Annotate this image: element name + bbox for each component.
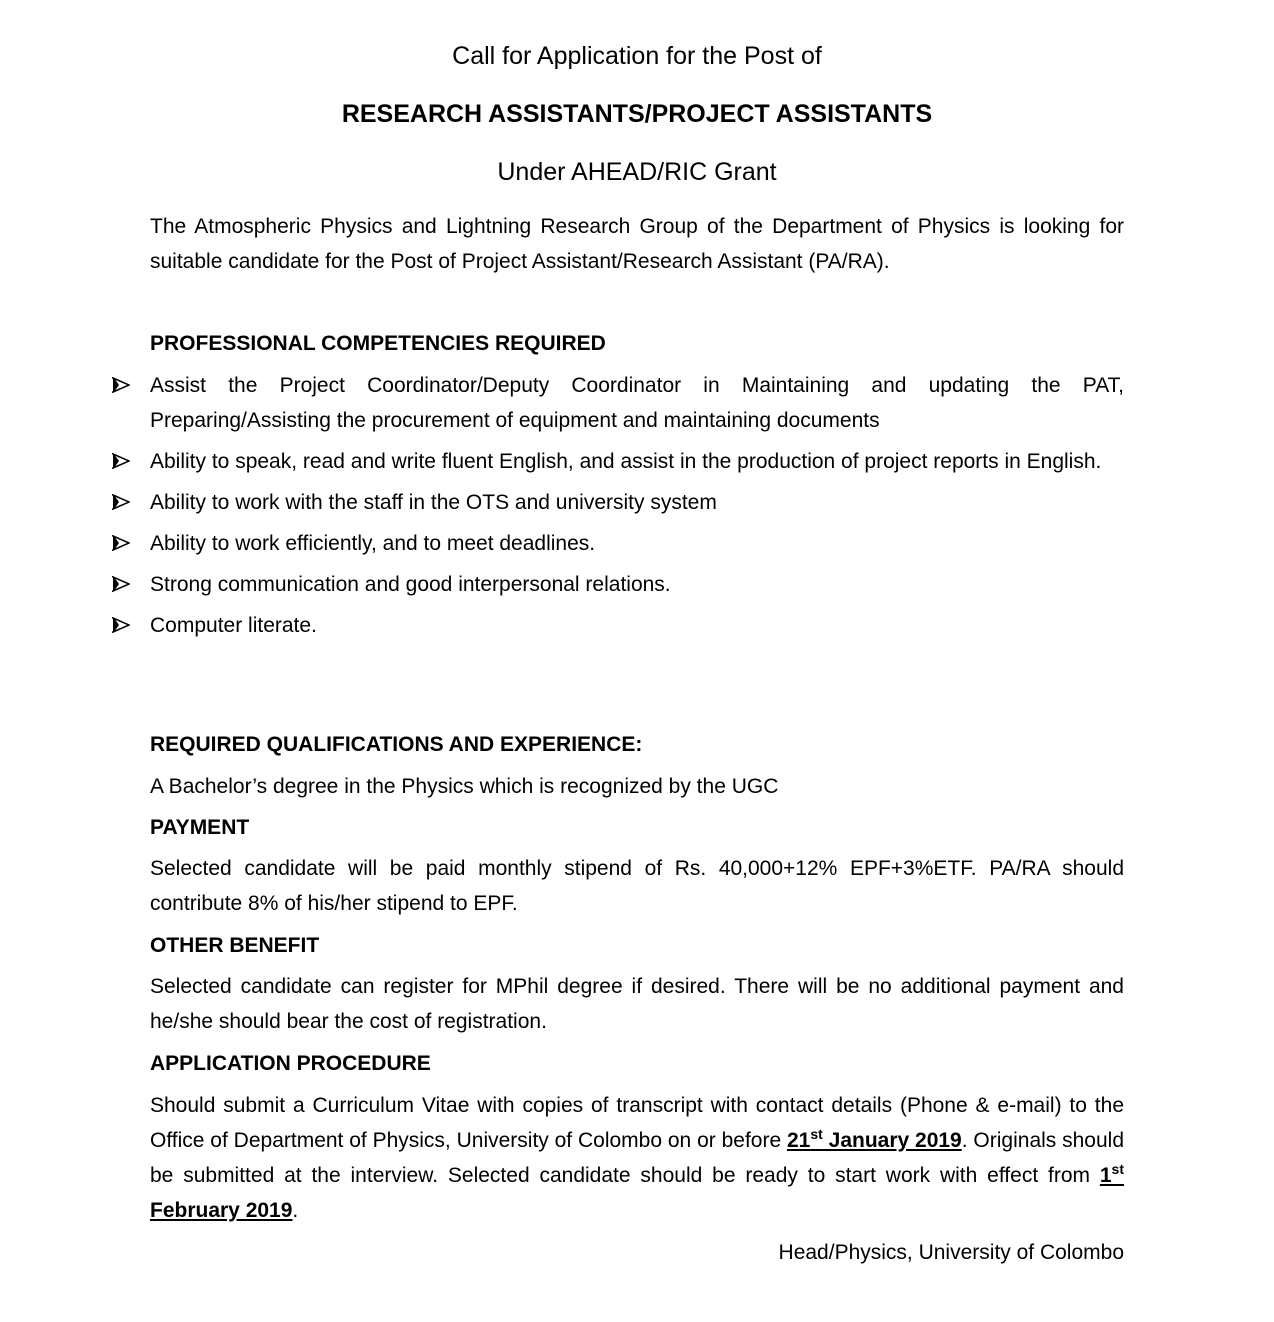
competency-item	[110, 485, 1124, 520]
competency-item	[110, 608, 1124, 643]
arrowhead-bullet-icon	[110, 608, 134, 643]
application-text-part2: . Originals should be submitted at the interview. Selected candidate should be ready to start work with effect from	[150, 1129, 1125, 1187]
competencies-list	[110, 368, 1124, 649]
call-intro-text: Call for Application for the Post of	[452, 42, 822, 70]
deadline-date: 21st January 2019	[786, 1126, 962, 1152]
competency-text: Assist the Project Coordinator/Deputy Coordinator in Maintaining and updating the PAT, Preparing/Assisting the procurement of equipment and maintaining documents	[150, 374, 1124, 432]
intro-paragraph: The Atmospheric Physics and Lightning Research Group of the Department of Physics is looking for suitable candidate for the Post of Project Assistant/Research Assistant (PA/RA).	[150, 215, 1124, 273]
application-heading: APPLICATION PROCEDURE	[150, 1052, 431, 1075]
competency-text: Ability to work efficiently, and to meet deadlines.	[150, 532, 596, 555]
payment-text: Selected candidate will be paid monthly stipend of Rs. 40,000+12% EPF+3%ETF. PA/RA should contribute 8% of his/her stipend to EPF.	[150, 857, 1124, 915]
application-text	[150, 1088, 1124, 1228]
competency-text: Ability to work with the staff in the OTS and university system	[150, 491, 717, 514]
application-text-part1: Should submit a Curriculum Vitae with copies of transcript with contact details (Phone & e-mail) to the Office of Department of Physics, University of Colombo on or before	[150, 1094, 1124, 1152]
qualifications-heading: REQUIRED QUALIFICATIONS AND EXPERIENCE:	[150, 733, 643, 756]
payment-heading: PAYMENT	[150, 816, 250, 839]
competency-text: Ability to speak, read and write fluent English, and assist in the production of project reports in English.	[150, 450, 1102, 473]
competency-item	[110, 368, 1124, 438]
arrowhead-bullet-icon	[110, 567, 134, 602]
competency-item	[110, 526, 1124, 561]
arrowhead-bullet-icon	[110, 485, 134, 520]
qualifications-text: A Bachelor’s degree in the Physics which is recognized by the UGC	[150, 775, 779, 798]
other-benefit-text: Selected candidate can register for MPhil degree if desired. There will be no additional payment and he/she should bear the cost of registration.	[150, 975, 1124, 1033]
start-date: 1st February 2019	[150, 1161, 1124, 1222]
application-text-part3: .	[292, 1199, 299, 1222]
post-title: RESEARCH ASSISTANTS/PROJECT ASSISTANTS	[341, 100, 933, 128]
arrowhead-bullet-icon	[110, 526, 134, 561]
competency-item	[110, 567, 1124, 602]
arrowhead-bullet-icon	[110, 444, 134, 479]
competency-item	[110, 444, 1124, 479]
grant-subtitle: Under AHEAD/RIC Grant	[497, 158, 777, 186]
arrowhead-bullet-icon	[110, 368, 134, 403]
other-benefit-heading: OTHER BENEFIT	[150, 934, 320, 957]
competency-text: Strong communication and good interpersonal relations.	[150, 573, 671, 596]
competencies-heading: PROFESSIONAL COMPETENCIES REQUIRED	[150, 332, 606, 355]
signature-line: Head/Physics, University of Colombo	[778, 1241, 1124, 1264]
competency-text: Computer literate.	[150, 614, 317, 637]
